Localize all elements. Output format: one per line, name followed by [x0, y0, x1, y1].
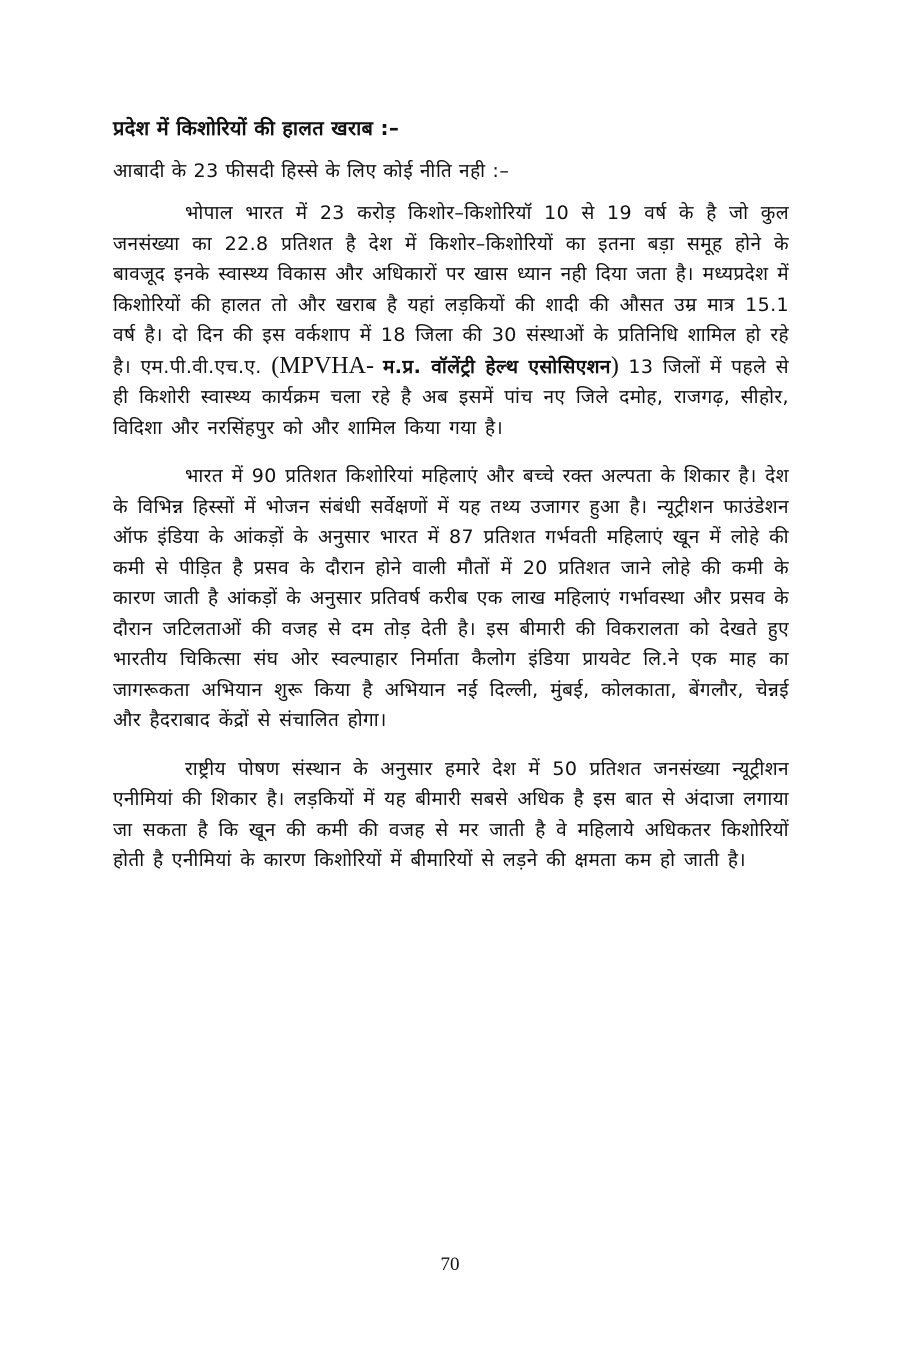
body-paragraph-3: राष्ट्रीय पोषण संस्थान के अनुसार हमारे देश में 50 प्रतिशत जनसंख्या न्यूट्रीशन एनीमियां की शिकार है। लड़कियों में यह बीमारी सबसे अधिक है इस बात से अंदाजा लगाया जा सकता है कि खून की कमी की वजह से मर जाती है वे महिलाये अधिकतर किशोरियों होती है एनीमियां के कारण किशोरियों में बीमारियों से लड़ने की क्षमता कम हो जाती है। [113, 757, 789, 871]
article-heading: प्रदेश में किशोरियों की हालत खराब :– [113, 116, 400, 140]
organization-abbreviation-close: ) [610, 352, 619, 379]
body-paragraph-2: भारत में 90 प्रतिशत किशोरियां महिलाएं और बच्चे रक्त अल्पता के शिकार है। देश के विभिन्न हिस्सों में भोजन संबंधी सर्वेक्षणों में यह तथ्य उजागर हुआ है। न्यूट्रीशन फाउंडेशन ऑफ इंडिया के आंकड़ों के अनुसार भारत में 87 प्रतिशत गर्भवती महिलाएं खून में लोहे की कमी से पीड़ित है प्रसव के दौरान होने वाली मौतों में 20 प्रतिशत जाने लोहे की कमी के कारण जाती है आंकड़ों के अनुसार प्रतिवर्ष करीब एक लाख महिलाएं गर्भावस्था और प्रसव के दौरान जटिलताओं की वजह से दम तोड़ देती है। इस बीमारी की विकरालता को देखते हुए भारतीय चिकित्सा संघ ओर स्वल्पाहार निर्माता कैलोग इंडिया प्रायवेट लि.ने एक माह का जागरूकता अभियान शुरू किया है अभियान नई दिल्ली, मुंबई, कोलकाता, बेंगलौर, चेन्नई और हैदराबाद केंद्रों से संचालित होगा। [113, 465, 789, 731]
body-paragraph-1 [113, 198, 789, 443]
page-number: 70 [440, 1254, 460, 1275]
organization-abbreviation-open: (MPVHA- [271, 352, 384, 379]
paragraph-1-text-before-org: भोपाल भारत में 23 करोड़ किशोर–किशोरियॉ 10 से 19 वर्ष के है जो कुल जनसंख्या का 22.8 प्रतिशत है देश में किशोर–किशोरियों का इतना बड़ा समूह होने के बावजूद इनके स्वास्थ्य विकास और अधिकारों पर खास ध्यान नही दिया जता है। मध्यप्रदेश में किशोरियों की हालत तो और खराब है यहां लड़कियों की शादी की औसत उम्र मात्र 15.1 वर्ष है। दो दिन की इस वर्कशाप में 18 जिला की 30 संस्थाओं के प्रतिनिधि शामिल हो रहे है। एम.पी.वी.एच.ए. [113, 202, 789, 378]
article-subheading: आबादी के 23 फीसदी हिस्से के लिए कोई नीति नही :– [113, 160, 510, 182]
organization-name-hindi: म.प्र. वॉलेंट्री हेल्थ एसोसिएशन [383, 355, 611, 378]
paragraph-1-text-after-org: 13 जिलों में पहले से ही किशोरी स्वास्थ्य कार्यक्रम चला रहे है अब इसमें पांच नए जिले दमोह, राजगढ़, सीहोर, विदिशा और नरसिंहपुर को और शामिल किया गया है। [113, 355, 790, 439]
document-page [113, 112, 789, 894]
